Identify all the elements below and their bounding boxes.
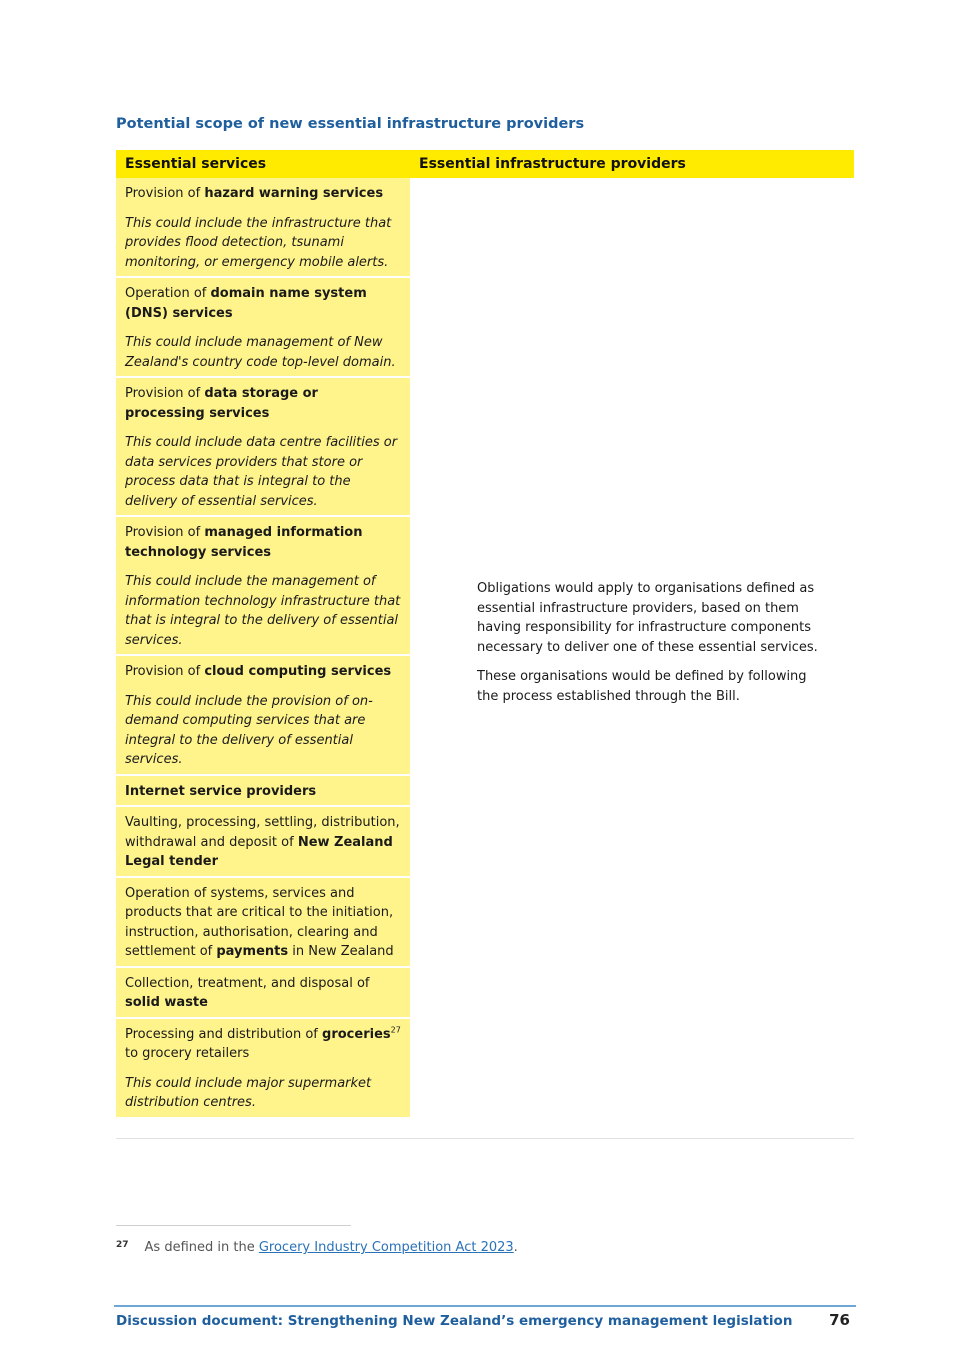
table-row: Operation of systems, services and products that are critical to the initiation, instruction, authorisation, clearing and settlement of payments in New Zealand <box>116 877 410 967</box>
obligations-paragraph: Obligations would apply to organisations defined as essential infrastructure providers, based on them having responsibility for infrastructure components necessary to deliver one of these essential services. <box>477 581 818 655</box>
footer-document-title: Discussion document: Strengthening New Zealand’s emergency management legislation <box>116 1313 793 1329</box>
definition-paragraph: These organisations would be defined by following the process established through the Bill. <box>477 669 807 704</box>
example-text: This could include data centre facilities or data services providers that store or process data that is integral to the delivery of essential services. <box>125 435 398 509</box>
table-caption: Potential scope of new essential infrastructure providers <box>116 116 585 132</box>
footnote-number: 27 <box>116 1240 129 1250</box>
example-text: This could include the infrastructure that provides flood detection, tsunami monitoring, or emergency mobile alerts. <box>125 215 392 270</box>
table-row: Vaulting, processing, settling, distribution, withdrawal and deposit of New Zealand Legal tender <box>116 806 410 877</box>
footnote-divider <box>116 1225 351 1226</box>
footnote-reference[interactable]: 27 <box>390 1025 401 1035</box>
page-number: 76 <box>829 1311 850 1329</box>
column-header-infrastructure-providers: Essential infrastructure providers <box>410 150 854 178</box>
example-text: This could include the management of information technology infrastructure that that is integral to the delivery of essential services. <box>125 574 401 648</box>
column-header-essential-services: Essential services <box>116 150 410 178</box>
table-row: Processing and distribution of groceries$^{27}$ to grocery retailers This could include major supermarket distribution centres. <box>116 1018 410 1118</box>
footnote: $^{27}$ As defined in the Grocery Industry Competition Act 2023. <box>116 1240 518 1255</box>
table-row: Provision of cloud computing services This could include the provision of on-demand computing services that are integral to the delivery of essential services. <box>116 655 410 775</box>
table-row: Operation of domain name system (DNS) services This could include management of New Zealand's country code top-level domain. <box>116 277 410 377</box>
table-row: Internet service providers <box>116 775 410 807</box>
example-text: This could include major supermarket distribution centres. <box>125 1075 372 1110</box>
example-text: This could include management of New Zealand's country code top-level domain. <box>125 335 396 370</box>
table-row: Provision of hazard warning services This could include the infrastructure that provides flood detection, tsunami monitoring, or emergency mobile alerts. <box>116 178 410 277</box>
table-row: Provision of data storage or processing services This could include data centre facilities or data services providers that store or process data that is integral to the delivery of essential services. <box>116 377 410 516</box>
example-text: This could include the provision of on-demand computing services that are integral to the delivery of essential services. <box>125 693 373 767</box>
table-row: Collection, treatment, and disposal of solid waste <box>116 967 410 1018</box>
grocery-act-link[interactable]: Grocery Industry Competition Act 2023 <box>258 1240 514 1255</box>
table-row: Provision of managed information technology services This could include the management of information technology infrastructure that that is integral to the delivery of essential services. <box>116 516 410 655</box>
table-bottom-rule <box>116 1138 854 1139</box>
providers-description <box>410 178 854 1118</box>
footer-divider <box>114 1305 856 1307</box>
essential-services-table <box>116 150 854 1119</box>
